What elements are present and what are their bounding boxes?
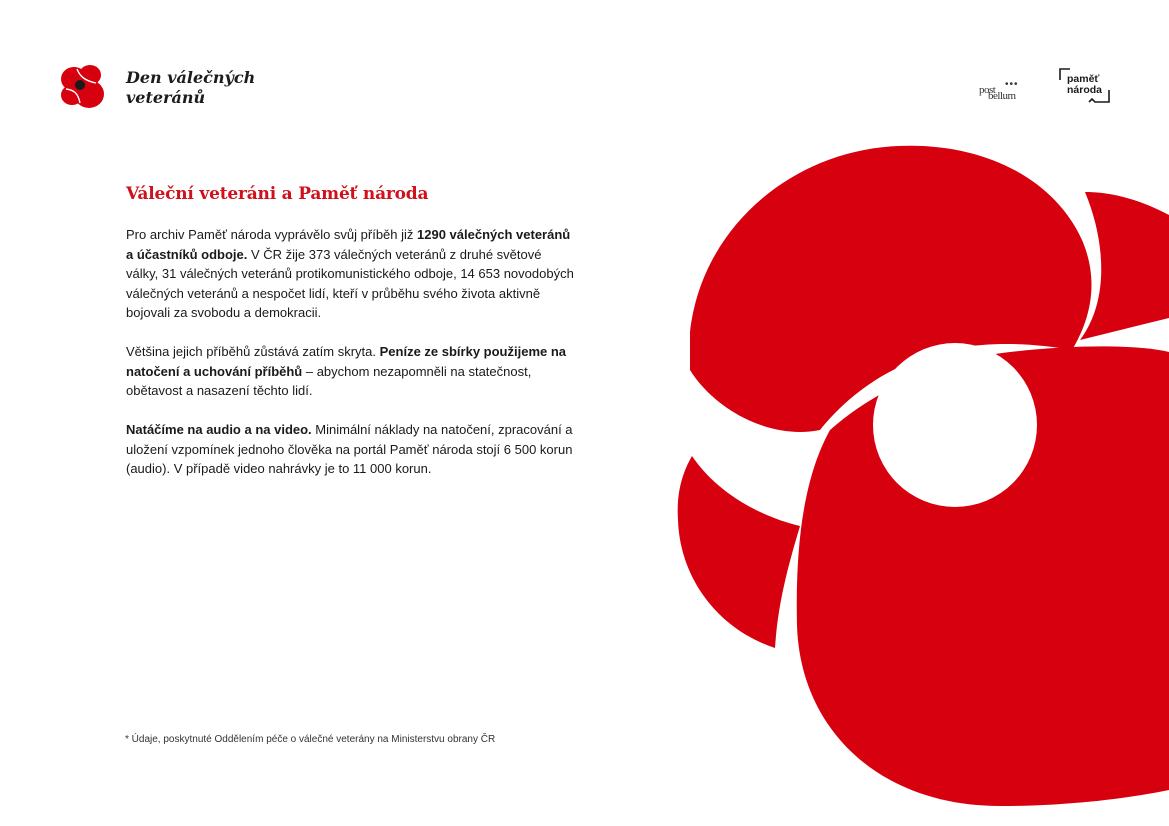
- paragraph-archive: [126, 225, 576, 323]
- footnote: * Údaje, poskytnuté Oddělením péče o válečné veterány na Ministerstvu obrany ČR: [125, 734, 496, 745]
- pamet-naroda-logo[interactable]: [1059, 68, 1111, 104]
- paragraph-stories-text-1: Většina jejich příběhů zůstává zatím skryta.: [126, 344, 380, 359]
- brand-header: [60, 63, 256, 109]
- postbellum-logo[interactable]: [979, 75, 1019, 102]
- paragraph-archive-text-2: V ČR žije 373 válečných veteránů z druhé světové války, 31 válečných veteránů protikomunistického odboje, 14 653 novodobých válečných veteránů a nespočet lidí, kteří v průběhu svého života aktivně bojovali za svobodu a demokracii.: [126, 246, 574, 320]
- brand-title: [126, 68, 266, 108]
- postbellum-logo-post: post: [979, 84, 996, 96]
- paragraph-stories-text-2: – abychom nezapomněli na statečnost, obětavost a nasazení těchto lidí.: [126, 363, 532, 398]
- paragraph-stories-bold-1: Peníze ze sbírky použijeme na natočení a uchování příběhů: [126, 344, 567, 379]
- pamet-naroda-logo-line1: paměť: [1067, 73, 1100, 85]
- paragraph-recording-bold-1: Natáčíme na audio a na video.: [126, 422, 312, 437]
- paragraph-recording-text-1: Minimální náklady na natočení, zpracování a uložení vzpomínek jednoho člověka na portál Paměť národa stojí 6 500 korun (audio). V případě video nahrávky je to 11 000 korun.: [126, 422, 573, 476]
- postbellum-logo-bellum: bellum: [988, 90, 1016, 102]
- brand-title-line2: veteránů: [126, 88, 206, 107]
- partner-logos: [979, 68, 1111, 104]
- paragraph-recording: [126, 420, 576, 479]
- paragraph-stories: [126, 342, 576, 401]
- page-title: Váleční veteráni a Paměť národa: [126, 184, 429, 204]
- brand-title-line1: Den válečných: [126, 68, 256, 87]
- postbellum-logo-dots: •••: [1005, 79, 1019, 90]
- paragraph-archive-text-1: Pro archiv Paměť národa vyprávělo svůj příběh již: [126, 227, 418, 242]
- pamet-naroda-logo-line2: národa: [1067, 84, 1103, 96]
- paragraph-archive-bold-1: 1290 válečných veteránů a účastníků odboje.: [126, 227, 571, 262]
- main-content: [126, 182, 576, 498]
- poppy-icon: [60, 63, 106, 109]
